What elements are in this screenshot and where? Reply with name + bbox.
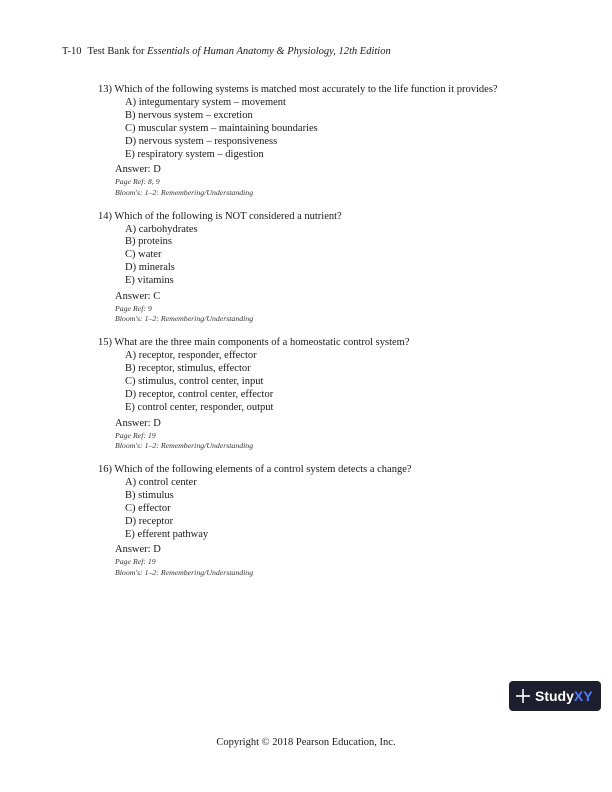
- header-prefix: Test Bank for: [87, 46, 145, 57]
- question-13: [98, 84, 568, 198]
- choice-list: [98, 97, 568, 162]
- blooms-level: Bloom's: 1–2: Remembering/Understanding: [115, 441, 254, 451]
- answer: Answer: D: [115, 164, 161, 176]
- page-ref: Page Ref: 9: [115, 304, 152, 313]
- choice-list: [98, 350, 568, 415]
- choice-b: B) receptor, stimulus, effector: [125, 363, 251, 375]
- page-ref: Page Ref: 19: [115, 430, 156, 440]
- choice-d: D) receptor: [125, 515, 174, 527]
- choice-c: C) effector: [125, 502, 171, 514]
- choice-d: D) receptor, control center, effector: [125, 388, 274, 400]
- choice-list: [98, 224, 568, 289]
- choice-e: E) vitamins: [125, 275, 174, 287]
- question-stem: 13) Which of the following systems is matched most accurately to the life function it provides?: [98, 84, 498, 95]
- choice-a: A) receptor, responder, effector: [125, 350, 257, 362]
- badge-word-xy: XY: [573, 688, 593, 704]
- choice-b: B) stimulus: [125, 489, 174, 501]
- blooms-level: Bloom's: 1–2: Remembering/Understanding: [115, 187, 254, 197]
- question-15: [98, 337, 568, 451]
- page-label: T-10: [62, 46, 82, 57]
- choice-b: B) nervous system – excretion: [125, 109, 253, 121]
- choice-e: E) respiratory system – digestion: [125, 148, 264, 160]
- blooms-level: Bloom's: 1–2: Remembering/Understanding: [115, 567, 254, 577]
- question-stem: 14) Which of the following is NOT considered a nutrient?: [98, 210, 342, 222]
- choice-e: E) control center, responder, output: [125, 401, 274, 413]
- page-header: [62, 46, 391, 57]
- question-stem: 16) Which of the following elements of a control system detects a change?: [98, 463, 412, 475]
- copyright-footer: Copyright © 2018 Pearson Education, Inc.: [216, 737, 396, 748]
- choice-d: D) minerals: [125, 262, 175, 274]
- plus-icon: [515, 688, 531, 704]
- choice-a: A) control center: [125, 476, 197, 488]
- question-14: [98, 211, 568, 325]
- badge-word-study: Study: [535, 688, 574, 704]
- page-ref: Page Ref: 19: [115, 557, 156, 567]
- choice-a: A) integumentary system – movement: [125, 96, 286, 108]
- question-stem: 15) What are the three main components of a homeostatic control system?: [98, 337, 410, 349]
- choice-a: A) carbohydrates: [125, 223, 198, 235]
- page-ref: Page Ref: 8, 9: [115, 177, 160, 187]
- book-title: Essentials of Human Anatomy & Physiology, 12th Edition: [147, 46, 391, 57]
- answer: Answer: D: [115, 417, 161, 429]
- choice-c: C) water: [125, 249, 162, 261]
- choice-list: [98, 477, 568, 542]
- answer: Answer: D: [115, 544, 161, 556]
- question-list: [98, 84, 568, 591]
- studyxy-badge[interactable]: [509, 681, 601, 711]
- choice-e: E) efferent pathway: [125, 528, 209, 540]
- blooms-level: Bloom's: 1–2: Remembering/Understanding: [115, 314, 254, 324]
- question-16: [98, 464, 568, 578]
- choice-d: D) nervous system – responsiveness: [125, 135, 278, 147]
- choice-b: B) proteins: [125, 236, 172, 248]
- choice-c: C) stimulus, control center, input: [125, 376, 264, 388]
- choice-c: C) muscular system – maintaining boundaries: [125, 122, 318, 134]
- answer: Answer: C: [115, 291, 161, 303]
